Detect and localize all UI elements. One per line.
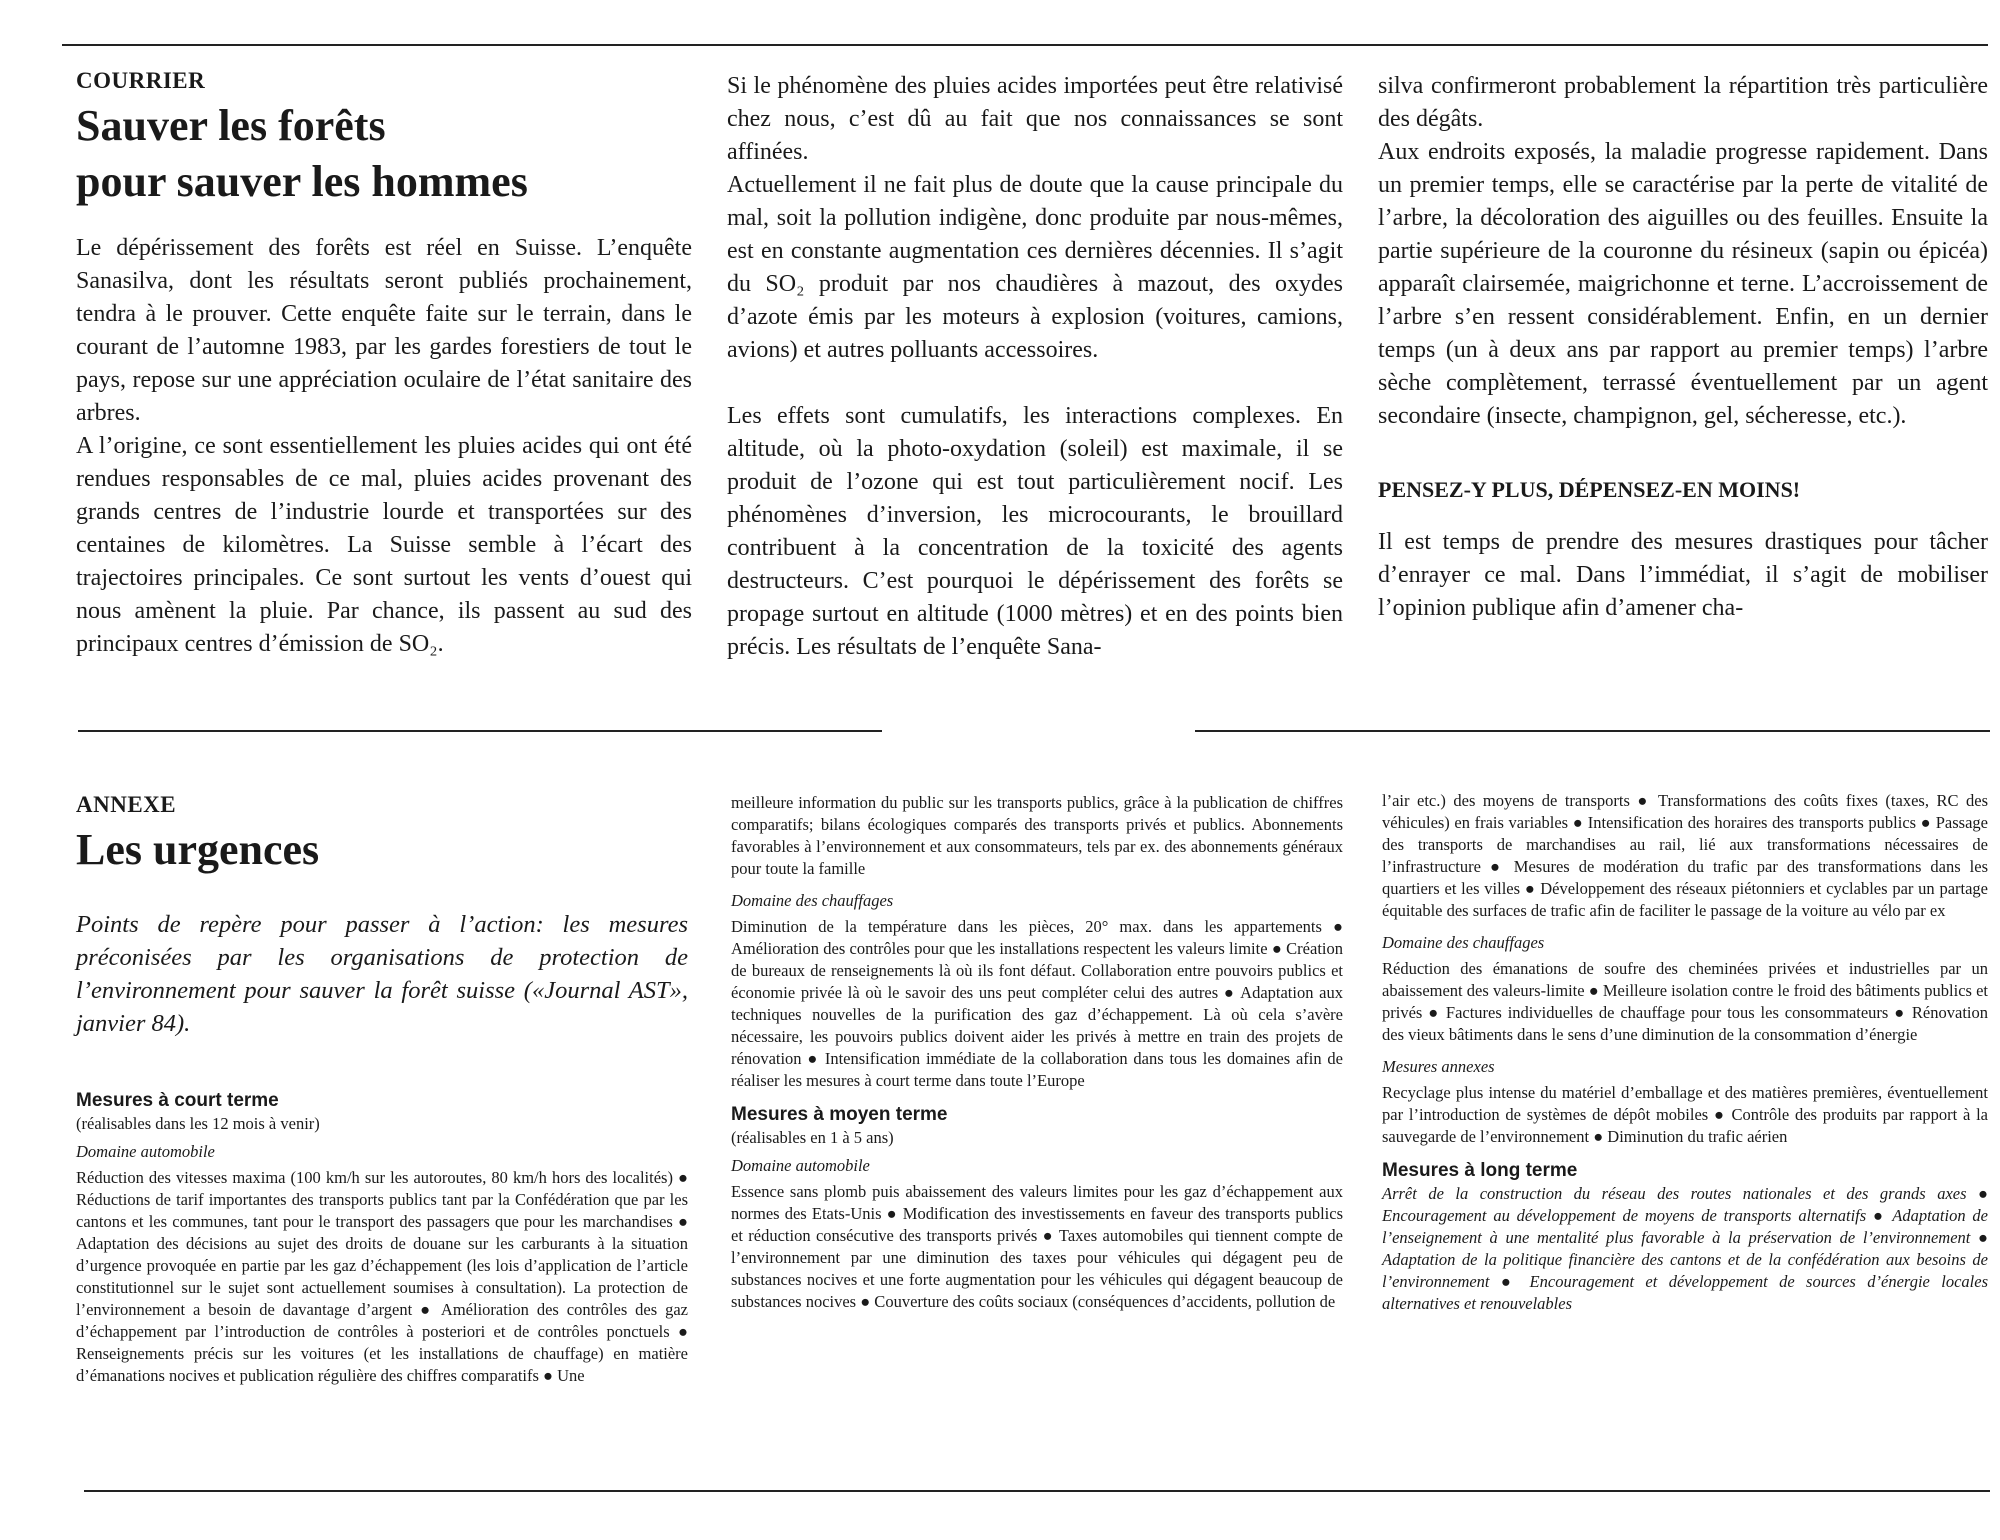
short-term-subtitle: (réalisables dans les 12 mois à venir) (76, 1114, 320, 1133)
courrier-column-1 (76, 68, 692, 661)
short-term-title: Mesures à court terme (76, 1090, 279, 1111)
courrier-column-2 (727, 70, 1343, 664)
domain-heading: Domaine des chauffages (731, 891, 894, 910)
paragraph: Il est temps de prendre des mesures drastiques pour tâcher d’enrayer ce mal. Dans l’immédiat, il s’agit de mobiliser l’opinion publique afin d’amener cha- (1378, 529, 1988, 621)
courrier-column-3 (1378, 70, 1988, 625)
paragraph: Les effets sont cumulatifs, les interactions complexes. En altitude, où la photo-oxydation (soleil) est maximale, il se produit de l’ozone qui est tout particulièrement nocif. Les phénomènes d’inversion, les microcourants, le brouillard contribuent à la concentration de la toxicité des agents destructeurs. C’est pourquoi le dépérissement des forêts se propage surtout en altitude (1000 mètres) et en des points bien précis. Les résultats de l’enquête Sana- (727, 403, 1343, 660)
paragraph: Aux endroits exposés, la maladie progresse rapidement. Dans un premier temps, elle se caractérise par la perte de vitalité de l’arbre, la décoloration des aiguilles ou des feuilles. Ensuite la partie supérieure de la couronne du résineux (sapin ou épicéa) apparaît clairsemée, maigrichonne et terne. L’accroissement de l’arbre s’en ressent considérablement. Enfin, en un dernier temps (un à deux ans par rapport au premier temps) l’arbre sèche complètement, terrassé éventuellement par un agent secondaire (insecte, champignon, gel, sécheresse, etc.). (1378, 139, 1988, 429)
long-term-title: Mesures à long terme (1382, 1160, 1578, 1181)
info-text: meilleure information du public sur les transports publics, grâce à la publication de chiffres comparatifs; bilans écologiques comparés des transports privés et publics. Abonnements favorables à l’environnement et aux consommateurs, tels par ex. des abonnements généraux pour toute la famille (731, 793, 1343, 878)
paragraph: Actuellement il ne fait plus de doute que la cause principale du mal, soit la pollution indigène, donc produite par nous-mêmes, est en constante augmentation ces dernières décennies. Il s’agit du SO₂ produit par nos chaudières à mazout, des oxydes d’azote émis par les moteurs à explosion (voitures, camions, avions) et autres polluants accessoires. (727, 172, 1343, 363)
section-label-annexe: ANNEXE (76, 792, 177, 817)
section-subhead: PENSEZ-Y PLUS, DÉPENSEZ-EN MOINS! (1378, 477, 1801, 502)
mid-term-text: Essence sans plomb puis abaissement des valeurs limites pour les gaz d’échappement aux normes des Etats-Unis ● Modification des investissements en faveur des transports publics et réduction consécutive des transports privés ● Taxes automobiles qui tiennent compte de l’environnement par une diminution des taxes pour véhicules qui dégagent peu de substances nocives et une forte augmentation pour les véhicules qui dégagent beaucoup de substances nocives ● Couverture des coûts sociaux (conséquences d’accidents, pollution de (731, 1182, 1343, 1311)
domain-heading: Domaine automobile (76, 1142, 215, 1161)
heating-text-2: Réduction des émanations de soufre des cheminées privées et industrielles par un abaissement des valeurs-limite ● Meilleure isolation contre le froid des bâtiments publics et privés ● Factures individuelles de chauffage pour tous les consommateurs ● Rénovation des vieux bâtiments dans le sens d’une diminution de la consommation d’énergie (1382, 959, 1988, 1044)
mid-term-title: Mesures à moyen terme (731, 1104, 948, 1125)
domain-heading: Domaine des chauffages (1382, 933, 1545, 952)
mid-rule-right (1195, 730, 1990, 732)
domain-heading: Domaine automobile (731, 1156, 870, 1175)
paragraph: Le dépérissement des forêts est réel en Suisse. L’enquête Sanasilva, dont les résultats seront publiés prochainement, tendra à le prouver. Cette enquête faite sur le terrain, dans le courant de l’automne 1983, par les gardes forestiers de tout le pays, repose sur une appréciation oculaire de l’état sanitaire des arbres. (76, 235, 692, 426)
annexe-headline: Les urgences (76, 825, 320, 874)
annexe-column-2 (731, 792, 1343, 1323)
long-term-text: Arrêt de la construction du réseau des routes nationales et des grands axes ● Encouragement au développement de moyens de transports alternatifs ● Adaptation de l’enseignement à une mentalité plus favorable à la préservation de l’environnement ● Adaptation de la politique financière des cantons et de la confédération aux besoins de l’environnement ● Encouragement et développement de sources d’énergie locales alternatives et renouvelables (1382, 1184, 1988, 1313)
mid-rule-left (78, 730, 882, 732)
paragraph: Si le phénomène des pluies acides importées peut être relativisé chez nous, c’est dû au fait que nos connaissances se sont affinées. (727, 73, 1343, 165)
short-term-text: Réduction des vitesses maxima (100 km/h sur les autoroutes, 80 km/h hors des localités) ● Réductions de tarif importantes des transports publics tant par la Confédération que par les cantons et les communes, tant pour le transport des passagers que pour les marchandises ● Adaptation des décisions au sujet des droits de douane sur les carburants à la situation d’urgence provoquée en partie par les gaz d’échappement (les lois d’application de l’article constitutionnel sur le sujet sont actuellement soumises à consultation). La protection de l’environnement a besoin de davantage d’argent ● Amélioration des contrôles des gaz d’échappement par l’introduction de contrôles à posteriori et de contrôles ponctuels ● Renseignements précis sur les voitures (et les installations de chauffage) en matière d’émanations nocives et publication régulière des chiffres comparatifs ● Une (76, 1168, 688, 1385)
transport-text: l’air etc.) des moyens de transports ● Transformations des coûts fixes (taxes, RC des véhicules) en frais variables ● Intensification des horaires des transports publics ● Passage des transports de marchandises au rail, lié aux transformations nécessaires de l’infrastructure ● Mesures de modération du trafic par des transformations dans les quartiers et les villes ● Développement des réseaux piétonniers et cyclables par un partage équitable des surfaces de trafic afin de faciliter le passage de la voiture au vélo par ex (1382, 791, 1988, 920)
annexe-column-3 (1382, 790, 1988, 1325)
paragraph: silva confirmeront probablement la répartition très particulière des dégâts. (1378, 73, 1988, 132)
annexe-lead: Points de repère pour passer à l’action: les mesures préconisées par les organisations de protection de l’environnement pour sauver la forêt suisse («Journal AST», janvier 84). (76, 911, 688, 1037)
short-term-block (76, 1088, 688, 1387)
headline-line-1: Sauver les forêts (76, 101, 386, 150)
headline-line-2: pour sauver les hommes (76, 157, 528, 206)
paragraph: A l’origine, ce sont essentiellement les pluies acides qui ont été rendues responsables de ce mal, pluies acides provenant des grands centres de l’industrie lourde et transportées sur des centaines de kilomètres. La Suisse semble à l’écart des trajectoires principales. Ce sont surtout les vents d’ouest qui nous amènent la pluie. Par chance, ils passent au sud des principaux centres d’émission de SO₂. (76, 433, 692, 657)
article-headline (76, 98, 692, 210)
mid-term-subtitle: (réalisables en 1 à 5 ans) (731, 1128, 894, 1147)
bottom-rule (84, 1490, 1990, 1492)
domain-heading: Mesures annexes (1382, 1057, 1495, 1076)
annex-measures-text: Recyclage plus intense du matériel d’emballage et des matières premières, éventuellement par l’introduction de systèmes de dépôt mobiles ● Contrôle des produits par rapport à la sauvegarde de l’environnement ● Diminution du trafic aérien (1382, 1083, 1988, 1146)
heating-text: Diminution de la température dans les pièces, 20° max. dans les appartements ● Amélioration des contrôles pour que les installations respectent les valeurs limite ● Création de bureaux de renseignements là où ils font défaut. Collaboration entre pouvoirs publics et économie privée là où le savoir des uns peut compléter celui des autres ● Adaptation aux techniques nouvelles de la purification des gaz d’échappement. Là où cela s’avère nécessaire, les pouvoirs publics doivent aider les privés à mettre en train des projets de rénovation ● Intensification immédiate de la collaboration dans tous les domaines afin de réaliser les mesures à court terme dans toute l’Europe (731, 917, 1343, 1090)
top-rule (62, 44, 1988, 46)
annexe-column-1 (76, 792, 688, 1397)
section-label-courrier: COURRIER (76, 68, 206, 93)
